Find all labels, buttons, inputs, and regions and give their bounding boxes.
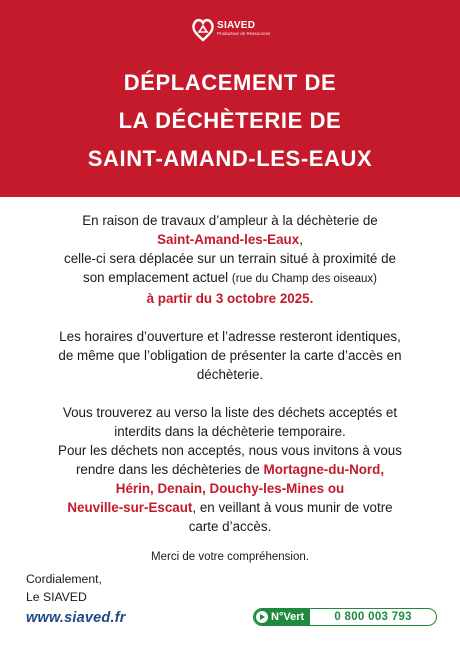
start-date: à partir du 3 octobre 2025. — [146, 291, 314, 306]
p1-line-4 — [20, 268, 440, 289]
p1-line-4-main: son emplacement actuel — [83, 270, 232, 285]
street-note: (rue du Champ des oiseaux) — [231, 273, 377, 285]
paragraph-hours — [20, 327, 440, 384]
city-mortagne: Mortagne-du-Nord, — [263, 462, 385, 477]
p3-line-4 — [20, 460, 440, 479]
p3-line-6 — [20, 498, 440, 517]
siaved-logo — [192, 18, 282, 48]
p3-line-7: carte d’accès. — [188, 519, 272, 534]
cities-list: Hérin, Denain, Douchy-les-Mines ou — [115, 481, 345, 496]
page-title — [0, 64, 460, 178]
closing-signature: Le SIAVED — [26, 590, 87, 604]
place-suffix: , — [299, 232, 303, 247]
numero-vert-number: 0 800 003 793 — [334, 611, 412, 623]
p1-line-2 — [20, 230, 440, 249]
title-line-2: LA DÉCHÈTERIE DE — [118, 108, 342, 133]
signature-block — [26, 570, 102, 606]
logo-name: SIAVED — [217, 20, 256, 31]
p2-line-2: de même que l’obligation de présenter la carte d’accès en — [58, 348, 402, 363]
numero-vert-label: N°Vert — [271, 611, 305, 623]
paragraph-waste — [20, 403, 440, 536]
title-line-3: SAINT-AMAND-LES-EAUX — [87, 146, 373, 171]
title-line-1: DÉPLACEMENT DE — [123, 70, 337, 95]
closing-cordialement: Cordialement, — [26, 572, 102, 586]
p2-line-1: Les horaires d’ouverture et l’adresse resteront identiques, — [59, 329, 401, 344]
website-link[interactable]: www.siaved.fr — [26, 610, 126, 626]
p3-line-4-main: rendre dans les déchèteries de — [75, 462, 264, 477]
siaved-heart-logo-icon — [192, 18, 214, 42]
numero-vert-label-box — [254, 609, 310, 625]
p3-line-1: Vous trouverez au verso la liste des déchets acceptés et — [62, 405, 398, 420]
paragraph-relocation — [20, 211, 440, 308]
header-banner — [0, 0, 460, 197]
p3-line-2: interdits dans la déchèterie temporaire. — [114, 424, 346, 439]
announcement-body — [20, 211, 440, 536]
p1-line-3: celle-ci sera déplacée sur un terrain situé à proximité de — [64, 251, 396, 266]
p2-line-3: déchèterie. — [196, 367, 264, 382]
city-neuville: Neuville-sur-Escaut — [67, 500, 193, 515]
p3-line-6-main: , en veillant à vous munir de votre — [192, 500, 393, 515]
thanks-text: Merci de votre compréhension. — [151, 551, 309, 563]
place-name: Saint-Amand-les-Eaux — [157, 232, 300, 247]
numero-vert-badge[interactable] — [253, 608, 437, 626]
logo-tagline: Producteur de Ressources — [217, 31, 271, 36]
play-arrow-icon — [256, 611, 268, 623]
p3-line-3: Pour les déchets non acceptés, nous vous invitons à vous — [58, 443, 402, 458]
p1-line-1: En raison de travaux d’ampleur à la déchèterie de — [82, 213, 378, 228]
